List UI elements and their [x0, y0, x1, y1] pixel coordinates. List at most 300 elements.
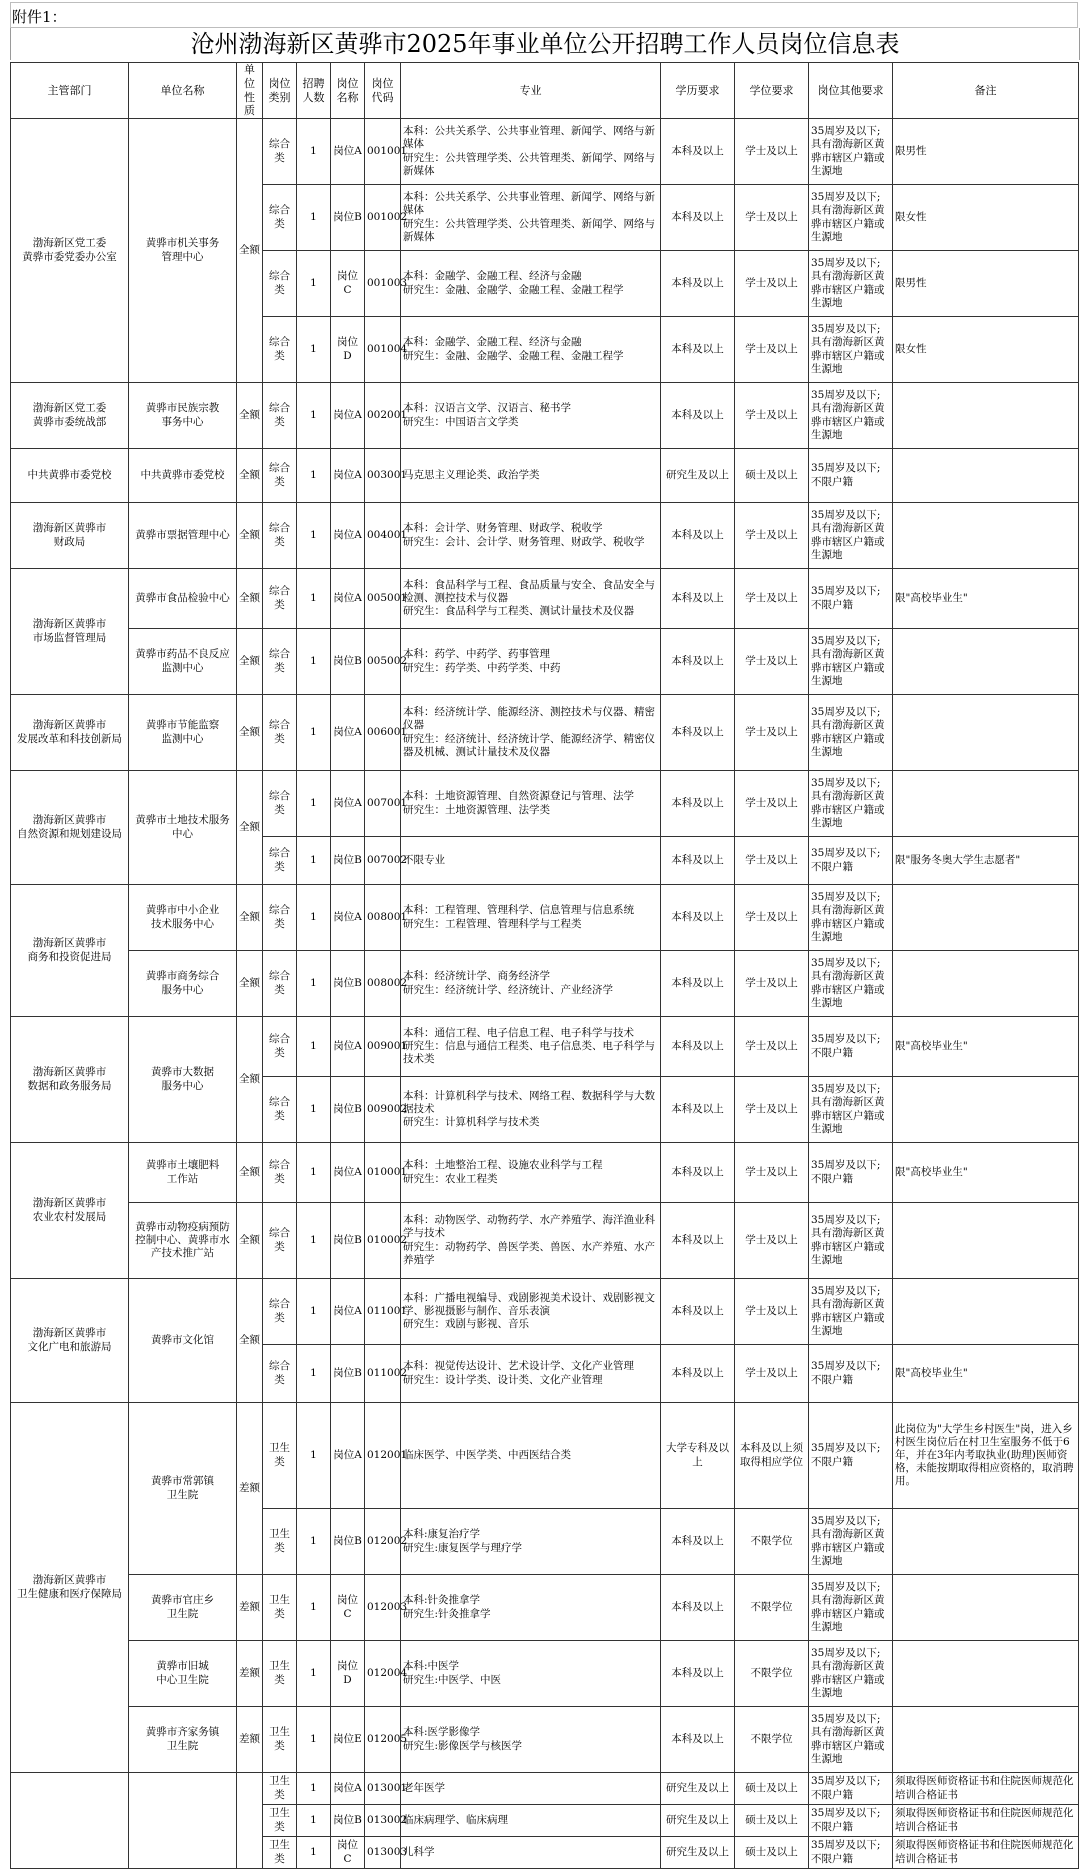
category-cell: 综合类	[263, 629, 297, 695]
category-cell: 卫生类	[263, 1403, 297, 1509]
other-req-cell: 35周岁及以下;具有渤海新区黄骅市辖区户籍或生源地	[809, 1203, 893, 1279]
category-cell: 综合类	[263, 119, 297, 185]
post-name-cell: 岗位A	[331, 383, 365, 449]
attachment-label: 附件1：	[12, 8, 67, 26]
post-name-cell: 岗位B	[331, 951, 365, 1017]
col-header: 单位性质	[237, 63, 263, 119]
post-name-cell: 岗位E	[331, 1707, 365, 1773]
major-cell: 马克思主义理论类、政治学类	[401, 449, 661, 503]
other-req-cell: 35周岁及以下;不限户籍	[809, 1805, 893, 1837]
other-req-cell: 35周岁及以下;不限户籍	[809, 449, 893, 503]
col-header: 岗位名称	[331, 63, 365, 119]
note-cell: 此岗位为"大学生乡村医生"岗，进入乡村医生岗位后在村卫生室服务不低于6年，并在3年内考取执业(助理)医师资格，未能按期取得相应资格的，取消聘用。	[893, 1403, 1079, 1509]
unit-nature-cell: 全额	[237, 383, 263, 449]
table-row	[11, 449, 1079, 503]
dept-cell: 渤海新区黄骅市 自然资源和规划建设局	[11, 771, 129, 885]
post-name-cell: 岗位A	[331, 119, 365, 185]
table-row	[11, 1017, 1079, 1077]
count-cell: 1	[297, 1077, 331, 1143]
other-req-cell: 35周岁及以下;具有渤海新区黄骅市辖区户籍或生源地	[809, 119, 893, 185]
major-cell: 本科：经济统计学、商务经济学 研究生：经济统计学、经济统计、产业经济学	[401, 951, 661, 1017]
note-cell: 须取得医师资格证书和住院医师规范化培训合格证书	[893, 1805, 1079, 1837]
other-req-cell: 35周岁及以下;不限户籍	[809, 837, 893, 885]
post-code-cell: 012003	[365, 1575, 401, 1641]
note-cell: 须取得医师资格证书和住院医师规范化培训合格证书	[893, 1837, 1079, 1869]
post-name-cell: 岗位B	[331, 837, 365, 885]
major-cell: 本科:针灸推拿学 研究生:针灸推拿学	[401, 1575, 661, 1641]
note-cell	[893, 1641, 1079, 1707]
post-name-cell: 岗位B	[331, 629, 365, 695]
post-code-cell: 010002	[365, 1203, 401, 1279]
col-header: 学位要求	[735, 63, 809, 119]
major-cell: 本科：工程管理、管理科学、信息管理与信息系统 研究生：工程管理、管理科学与工程类	[401, 885, 661, 951]
unit-nature-cell: 全额	[237, 1203, 263, 1279]
unit-nature-cell: 全额	[237, 885, 263, 951]
note-cell: 限女性	[893, 317, 1079, 383]
category-cell: 卫生类	[263, 1641, 297, 1707]
other-req-cell: 35周岁及以下;不限户籍	[809, 1837, 893, 1869]
post-code-cell: 013003	[365, 1837, 401, 1869]
dept-cell: 渤海新区黄骅市 农业农村发展局	[11, 1143, 129, 1279]
unit-name-cell: 黄骅市官庄乡 卫生院	[129, 1575, 237, 1641]
dept-cell: 中共黄骅市委党校	[11, 449, 129, 503]
dept-cell: 渤海新区黄骅市 发展改革和科技创新局	[11, 695, 129, 771]
unit-name-cell: 黄骅市商务综合 服务中心	[129, 951, 237, 1017]
category-cell: 综合类	[263, 185, 297, 251]
count-cell: 1	[297, 1345, 331, 1403]
unit-name-cell: 中共黄骅市委党校	[129, 449, 237, 503]
post-code-cell: 013002	[365, 1805, 401, 1837]
post-name-cell: 岗位A	[331, 1279, 365, 1345]
count-cell: 1	[297, 503, 331, 569]
unit-nature-cell: 差额	[237, 1641, 263, 1707]
category-cell: 综合类	[263, 1203, 297, 1279]
post-name-cell: 岗位B	[331, 1203, 365, 1279]
degree-cell: 学士及以上	[735, 1345, 809, 1403]
other-req-cell: 35周岁及以下;具有渤海新区黄骅市辖区户籍或生源地	[809, 629, 893, 695]
other-req-cell: 35周岁及以下;具有渤海新区黄骅市辖区户籍或生源地	[809, 771, 893, 837]
post-code-cell: 012002	[365, 1509, 401, 1575]
table-row	[11, 119, 1079, 185]
major-cell: 本科：土地整治工程、设施农业科学与工程 研究生：农业工程类	[401, 1143, 661, 1203]
unit-nature-cell: 全额	[237, 1017, 263, 1143]
count-cell: 1	[297, 1143, 331, 1203]
unit-name-cell: 黄骅市民族宗教 事务中心	[129, 383, 237, 449]
degree-cell: 学士及以上	[735, 1017, 809, 1077]
note-cell	[893, 951, 1079, 1017]
count-cell: 1	[297, 1279, 331, 1345]
degree-cell: 学士及以上	[735, 695, 809, 771]
major-cell: 本科：经济统计学、能源经济、测控技术与仪器、精密仪器 研究生：经济统计、经济统计学、能源经济学、精密仪器及机械、测试计量技术及仪器	[401, 695, 661, 771]
post-code-cell: 007002	[365, 837, 401, 885]
degree-cell: 学士及以上	[735, 837, 809, 885]
edu-cell: 本科及以上	[661, 695, 735, 771]
category-cell: 综合类	[263, 1077, 297, 1143]
post-code-cell: 009001	[365, 1017, 401, 1077]
count-cell: 1	[297, 629, 331, 695]
col-header: 学历要求	[661, 63, 735, 119]
dept-cell: 渤海新区黄骅市 财政局	[11, 503, 129, 569]
degree-cell: 学士及以上	[735, 383, 809, 449]
unit-nature-cell: 全额	[237, 1143, 263, 1203]
dept-cell: 渤海新区黄骅市 卫生健康和医疗保障局	[11, 1403, 129, 1773]
dept-cell	[11, 1773, 129, 1869]
major-cell: 本科：药学、中药学、药事管理 研究生：药学类、中药学类、中药	[401, 629, 661, 695]
edu-cell: 本科及以上	[661, 629, 735, 695]
edu-cell: 本科及以上	[661, 1641, 735, 1707]
job-table	[10, 62, 1079, 1869]
major-cell: 本科：金融学、金融工程、经济与金融 研究生：金融、金融学、金融工程、金融工程学	[401, 317, 661, 383]
major-cell: 本科：通信工程、电子信息工程、电子科学与技术 研究生：信息与通信工程类、电子信息类、电子科学与技术类	[401, 1017, 661, 1077]
other-req-cell: 35周岁及以下;不限户籍	[809, 1345, 893, 1403]
other-req-cell: 35周岁及以下;具有渤海新区黄骅市辖区户籍或生源地	[809, 1509, 893, 1575]
category-cell: 卫生类	[263, 1773, 297, 1805]
note-cell: 限女性	[893, 185, 1079, 251]
table-row	[11, 1575, 1079, 1641]
unit-nature-cell: 全额	[237, 695, 263, 771]
category-cell: 卫生类	[263, 1575, 297, 1641]
degree-cell: 硕士及以上	[735, 1773, 809, 1805]
table-row	[11, 503, 1079, 569]
category-cell: 卫生类	[263, 1837, 297, 1869]
degree-cell: 学士及以上	[735, 629, 809, 695]
other-req-cell: 35周岁及以下;不限户籍	[809, 1773, 893, 1805]
edu-cell: 本科及以上	[661, 119, 735, 185]
unit-name-cell: 黄骅市常郭镇 卫生院	[129, 1403, 237, 1575]
post-name-cell: 岗位C	[331, 1575, 365, 1641]
table-row	[11, 1707, 1079, 1773]
post-name-cell: 岗位A	[331, 503, 365, 569]
other-req-cell: 35周岁及以下;具有渤海新区黄骅市辖区户籍或生源地	[809, 951, 893, 1017]
unit-nature-cell: 全额	[237, 629, 263, 695]
unit-name-cell: 黄骅市机关事务 管理中心	[129, 119, 237, 383]
post-name-cell: 岗位D	[331, 317, 365, 383]
table-row	[11, 1641, 1079, 1707]
degree-cell: 学士及以上	[735, 503, 809, 569]
count-cell: 1	[297, 449, 331, 503]
edu-cell: 本科及以上	[661, 885, 735, 951]
note-cell: 限"高校毕业生"	[893, 569, 1079, 629]
table-row	[11, 695, 1079, 771]
edu-cell: 本科及以上	[661, 251, 735, 317]
major-cell: 儿科学	[401, 1837, 661, 1869]
edu-cell: 本科及以上	[661, 1707, 735, 1773]
note-cell	[893, 885, 1079, 951]
edu-cell: 本科及以上	[661, 1345, 735, 1403]
post-name-cell: 岗位C	[331, 251, 365, 317]
degree-cell: 学士及以上	[735, 951, 809, 1017]
edu-cell: 本科及以上	[661, 1575, 735, 1641]
edu-cell: 本科及以上	[661, 1509, 735, 1575]
note-cell: 限"高校毕业生"	[893, 1143, 1079, 1203]
col-header: 岗位其他要求	[809, 63, 893, 119]
unit-nature-cell: 差额	[237, 1403, 263, 1575]
category-cell: 综合类	[263, 1143, 297, 1203]
post-name-cell: 岗位A	[331, 1403, 365, 1509]
post-name-cell: 岗位A	[331, 1143, 365, 1203]
post-name-cell: 岗位A	[331, 1773, 365, 1805]
note-cell	[893, 1509, 1079, 1575]
category-cell: 综合类	[263, 569, 297, 629]
degree-cell: 学士及以上	[735, 317, 809, 383]
count-cell: 1	[297, 1575, 331, 1641]
degree-cell: 学士及以上	[735, 1279, 809, 1345]
table-row	[11, 1279, 1079, 1345]
post-name-cell: 岗位A	[331, 569, 365, 629]
post-name-cell: 岗位A	[331, 695, 365, 771]
post-code-cell: 003001	[365, 449, 401, 503]
unit-nature-cell: 全额	[237, 771, 263, 885]
col-header: 专业	[401, 63, 661, 119]
degree-cell: 硕士及以上	[735, 1805, 809, 1837]
other-req-cell: 35周岁及以下;具有渤海新区黄骅市辖区户籍或生源地	[809, 885, 893, 951]
note-cell	[893, 771, 1079, 837]
note-cell	[893, 503, 1079, 569]
degree-cell: 本科及以上须取得相应学位	[735, 1403, 809, 1509]
count-cell: 1	[297, 951, 331, 1017]
dept-cell: 渤海新区黄骅市 数据和政务服务局	[11, 1017, 129, 1143]
col-header: 岗位类别	[263, 63, 297, 119]
note-cell	[893, 449, 1079, 503]
table-row	[11, 1143, 1079, 1203]
post-name-cell: 岗位A	[331, 449, 365, 503]
note-cell	[893, 695, 1079, 771]
edu-cell: 本科及以上	[661, 383, 735, 449]
count-cell: 1	[297, 1805, 331, 1837]
degree-cell: 学士及以上	[735, 1143, 809, 1203]
post-code-cell: 001004	[365, 317, 401, 383]
major-cell: 本科：动物医学、动物药学、水产养殖学、海洋渔业科学与技术 研究生：动物药学、兽医学类、兽医、水产养殖、水产养殖学	[401, 1203, 661, 1279]
note-cell: 限男性	[893, 251, 1079, 317]
count-cell: 1	[297, 1203, 331, 1279]
category-cell: 综合类	[263, 1279, 297, 1345]
post-name-cell: 岗位A	[331, 885, 365, 951]
edu-cell: 本科及以上	[661, 771, 735, 837]
count-cell: 1	[297, 1509, 331, 1575]
table-body	[11, 119, 1079, 1869]
unit-nature-cell: 全额	[237, 569, 263, 629]
major-cell: 本科：食品科学与工程、食品质量与安全、食品安全与检测、测控技术与仪器 研究生：食品科学与工程类、测试计量技术及仪器	[401, 569, 661, 629]
col-header: 岗位代码	[365, 63, 401, 119]
degree-cell: 学士及以上	[735, 885, 809, 951]
category-cell: 综合类	[263, 885, 297, 951]
unit-nature-cell: 全额	[237, 119, 263, 383]
degree-cell: 硕士及以上	[735, 1837, 809, 1869]
unit-nature-cell	[237, 1773, 263, 1869]
count-cell: 1	[297, 317, 331, 383]
dept-cell: 渤海新区党工委 黄骅市委统战部	[11, 383, 129, 449]
count-cell: 1	[297, 1641, 331, 1707]
post-code-cell: 007001	[365, 771, 401, 837]
major-cell: 本科：计算机科学与技术、网络工程、数据科学与大数据技术 研究生：计算机科学与技术类	[401, 1077, 661, 1143]
dept-cell: 渤海新区黄骅市 文化广电和旅游局	[11, 1279, 129, 1403]
edu-cell: 大学专科及以上	[661, 1403, 735, 1509]
post-code-cell: 006001	[365, 695, 401, 771]
degree-cell: 不限学位	[735, 1641, 809, 1707]
other-req-cell: 35周岁及以下;具有渤海新区黄骅市辖区户籍或生源地	[809, 1575, 893, 1641]
edu-cell: 研究生及以上	[661, 449, 735, 503]
post-code-cell: 011001	[365, 1279, 401, 1345]
other-req-cell: 35周岁及以下;具有渤海新区黄骅市辖区户籍或生源地	[809, 317, 893, 383]
category-cell: 综合类	[263, 383, 297, 449]
unit-name-cell: 黄骅市大数据 服务中心	[129, 1017, 237, 1143]
count-cell: 1	[297, 1403, 331, 1509]
category-cell: 综合类	[263, 695, 297, 771]
degree-cell: 学士及以上	[735, 569, 809, 629]
post-code-cell: 005001	[365, 569, 401, 629]
unit-name-cell: 黄骅市药品不良反应 监测中心	[129, 629, 237, 695]
post-code-cell: 005002	[365, 629, 401, 695]
major-cell: 本科:医学影像学 研究生:影像医学与核医学	[401, 1707, 661, 1773]
edu-cell: 研究生及以上	[661, 1837, 735, 1869]
post-code-cell: 001002	[365, 185, 401, 251]
note-cell: 限"服务冬奥大学生志愿者"	[893, 837, 1079, 885]
unit-name-cell: 黄骅市票据管理中心	[129, 503, 237, 569]
degree-cell: 不限学位	[735, 1509, 809, 1575]
post-name-cell: 岗位B	[331, 1805, 365, 1837]
post-name-cell: 岗位D	[331, 1641, 365, 1707]
category-cell: 综合类	[263, 449, 297, 503]
post-name-cell: 岗位B	[331, 1509, 365, 1575]
post-name-cell: 岗位B	[331, 1345, 365, 1403]
edu-cell: 本科及以上	[661, 1279, 735, 1345]
post-code-cell: 001003	[365, 251, 401, 317]
unit-name-cell: 黄骅市旧城 中心卫生院	[129, 1641, 237, 1707]
edu-cell: 研究生及以上	[661, 1773, 735, 1805]
degree-cell: 学士及以上	[735, 1077, 809, 1143]
count-cell: 1	[297, 185, 331, 251]
table-row	[11, 771, 1079, 837]
col-header: 单位名称	[129, 63, 237, 119]
dept-cell: 渤海新区党工委 黄骅市委党委办公室	[11, 119, 129, 383]
major-cell: 本科:中医学 研究生:中医学、中医	[401, 1641, 661, 1707]
degree-cell: 硕士及以上	[735, 449, 809, 503]
category-cell: 综合类	[263, 1345, 297, 1403]
unit-nature-cell: 差额	[237, 1575, 263, 1641]
edu-cell: 本科及以上	[661, 185, 735, 251]
major-cell: 本科：金融学、金融工程、经济与金融 研究生：金融、金融学、金融工程、金融工程学	[401, 251, 661, 317]
other-req-cell: 35周岁及以下;具有渤海新区黄骅市辖区户籍或生源地	[809, 1707, 893, 1773]
major-cell: 本科：会计学、财务管理、财政学、税收学 研究生：会计、会计学、财务管理、财政学、税收学	[401, 503, 661, 569]
note-cell: 限男性	[893, 119, 1079, 185]
post-code-cell: 010001	[365, 1143, 401, 1203]
count-cell: 1	[297, 1837, 331, 1869]
table-row	[11, 569, 1079, 629]
category-cell: 综合类	[263, 503, 297, 569]
degree-cell: 不限学位	[735, 1707, 809, 1773]
note-cell	[893, 1203, 1079, 1279]
category-cell: 卫生类	[263, 1707, 297, 1773]
unit-nature-cell: 全额	[237, 951, 263, 1017]
count-cell: 1	[297, 383, 331, 449]
edu-cell: 本科及以上	[661, 951, 735, 1017]
dept-cell: 渤海新区黄骅市 商务和投资促进局	[11, 885, 129, 1017]
table-row	[11, 1403, 1079, 1509]
edu-cell: 本科及以上	[661, 503, 735, 569]
major-cell: 本科：土地资源管理、自然资源登记与管理、法学 研究生：土地资源管理、法学类	[401, 771, 661, 837]
note-cell	[893, 1279, 1079, 1345]
unit-nature-cell: 全额	[237, 449, 263, 503]
post-code-cell: 012005	[365, 1707, 401, 1773]
unit-name-cell: 黄骅市土地技术服务 中心	[129, 771, 237, 885]
col-header: 主管部门	[11, 63, 129, 119]
edu-cell: 本科及以上	[661, 1203, 735, 1279]
count-cell: 1	[297, 1707, 331, 1773]
category-cell: 综合类	[263, 251, 297, 317]
note-cell	[893, 383, 1079, 449]
major-cell: 不限专业	[401, 837, 661, 885]
other-req-cell: 35周岁及以下;不限户籍	[809, 1143, 893, 1203]
category-cell: 综合类	[263, 317, 297, 383]
dept-cell: 渤海新区黄骅市 市场监督管理局	[11, 569, 129, 695]
table-row	[11, 951, 1079, 1017]
count-cell: 1	[297, 569, 331, 629]
unit-name-cell: 黄骅市动物疫病预防控制中心、黄骅市水产技术推广站	[129, 1203, 237, 1279]
post-name-cell: 岗位A	[331, 771, 365, 837]
unit-name-cell: 黄骅市节能监察 监测中心	[129, 695, 237, 771]
edu-cell: 本科及以上	[661, 569, 735, 629]
unit-name-cell: 黄骅市土壤肥料 工作站	[129, 1143, 237, 1203]
major-cell: 本科：公共关系学、公共事业管理、新闻学、网络与新媒体 研究生：公共管理学类、公共管理类、新闻学、网络与新媒体	[401, 119, 661, 185]
unit-nature-cell: 差额	[237, 1707, 263, 1773]
other-req-cell: 35周岁及以下;具有渤海新区黄骅市辖区户籍或生源地	[809, 251, 893, 317]
unit-name-cell: 黄骅市食品检验中心	[129, 569, 237, 629]
count-cell: 1	[297, 1017, 331, 1077]
unit-name-cell: 黄骅市文化馆	[129, 1279, 237, 1403]
post-code-cell: 013001	[365, 1773, 401, 1805]
post-name-cell: 岗位B	[331, 185, 365, 251]
edu-cell: 研究生及以上	[661, 1805, 735, 1837]
post-code-cell: 012001	[365, 1403, 401, 1509]
col-header: 招聘人数	[297, 63, 331, 119]
category-cell: 卫生类	[263, 1805, 297, 1837]
count-cell: 1	[297, 837, 331, 885]
table-row	[11, 629, 1079, 695]
post-name-cell: 岗位A	[331, 1017, 365, 1077]
post-code-cell: 004001	[365, 503, 401, 569]
major-cell: 本科：视觉传达设计、艺术设计学、文化产业管理 研究生：设计学类、设计类、文化产业管理	[401, 1345, 661, 1403]
unit-nature-cell: 全额	[237, 503, 263, 569]
other-req-cell: 35周岁及以下;具有渤海新区黄骅市辖区户籍或生源地	[809, 1641, 893, 1707]
major-cell: 临床病理学、临床病理	[401, 1805, 661, 1837]
major-cell: 本科:康复治疗学 研究生:康复医学与理疗学	[401, 1509, 661, 1575]
count-cell: 1	[297, 695, 331, 771]
note-cell	[893, 629, 1079, 695]
major-cell: 老年医学	[401, 1773, 661, 1805]
post-code-cell: 008002	[365, 951, 401, 1017]
post-code-cell: 008001	[365, 885, 401, 951]
document-title: 沧州渤海新区黄骅市2025年事业单位公开招聘工作人员岗位信息表	[10, 28, 1080, 60]
edu-cell: 本科及以上	[661, 1077, 735, 1143]
note-cell: 须取得医师资格证书和住院医师规范化培训合格证书	[893, 1773, 1079, 1805]
note-cell	[893, 1707, 1079, 1773]
major-cell: 临床医学、中医学类、中西医结合类	[401, 1403, 661, 1509]
degree-cell: 学士及以上	[735, 251, 809, 317]
other-req-cell: 35周岁及以下;具有渤海新区黄骅市辖区户籍或生源地	[809, 503, 893, 569]
count-cell: 1	[297, 119, 331, 185]
note-cell: 限"高校毕业生"	[893, 1345, 1079, 1403]
unit-nature-cell: 全额	[237, 1279, 263, 1403]
other-req-cell: 35周岁及以下;具有渤海新区黄骅市辖区户籍或生源地	[809, 1279, 893, 1345]
note-cell	[893, 1575, 1079, 1641]
degree-cell: 不限学位	[735, 1575, 809, 1641]
other-req-cell: 35周岁及以下;具有渤海新区黄骅市辖区户籍或生源地	[809, 185, 893, 251]
count-cell: 1	[297, 1773, 331, 1805]
count-cell: 1	[297, 885, 331, 951]
col-header: 备注	[893, 63, 1079, 119]
category-cell: 综合类	[263, 771, 297, 837]
count-cell: 1	[297, 771, 331, 837]
